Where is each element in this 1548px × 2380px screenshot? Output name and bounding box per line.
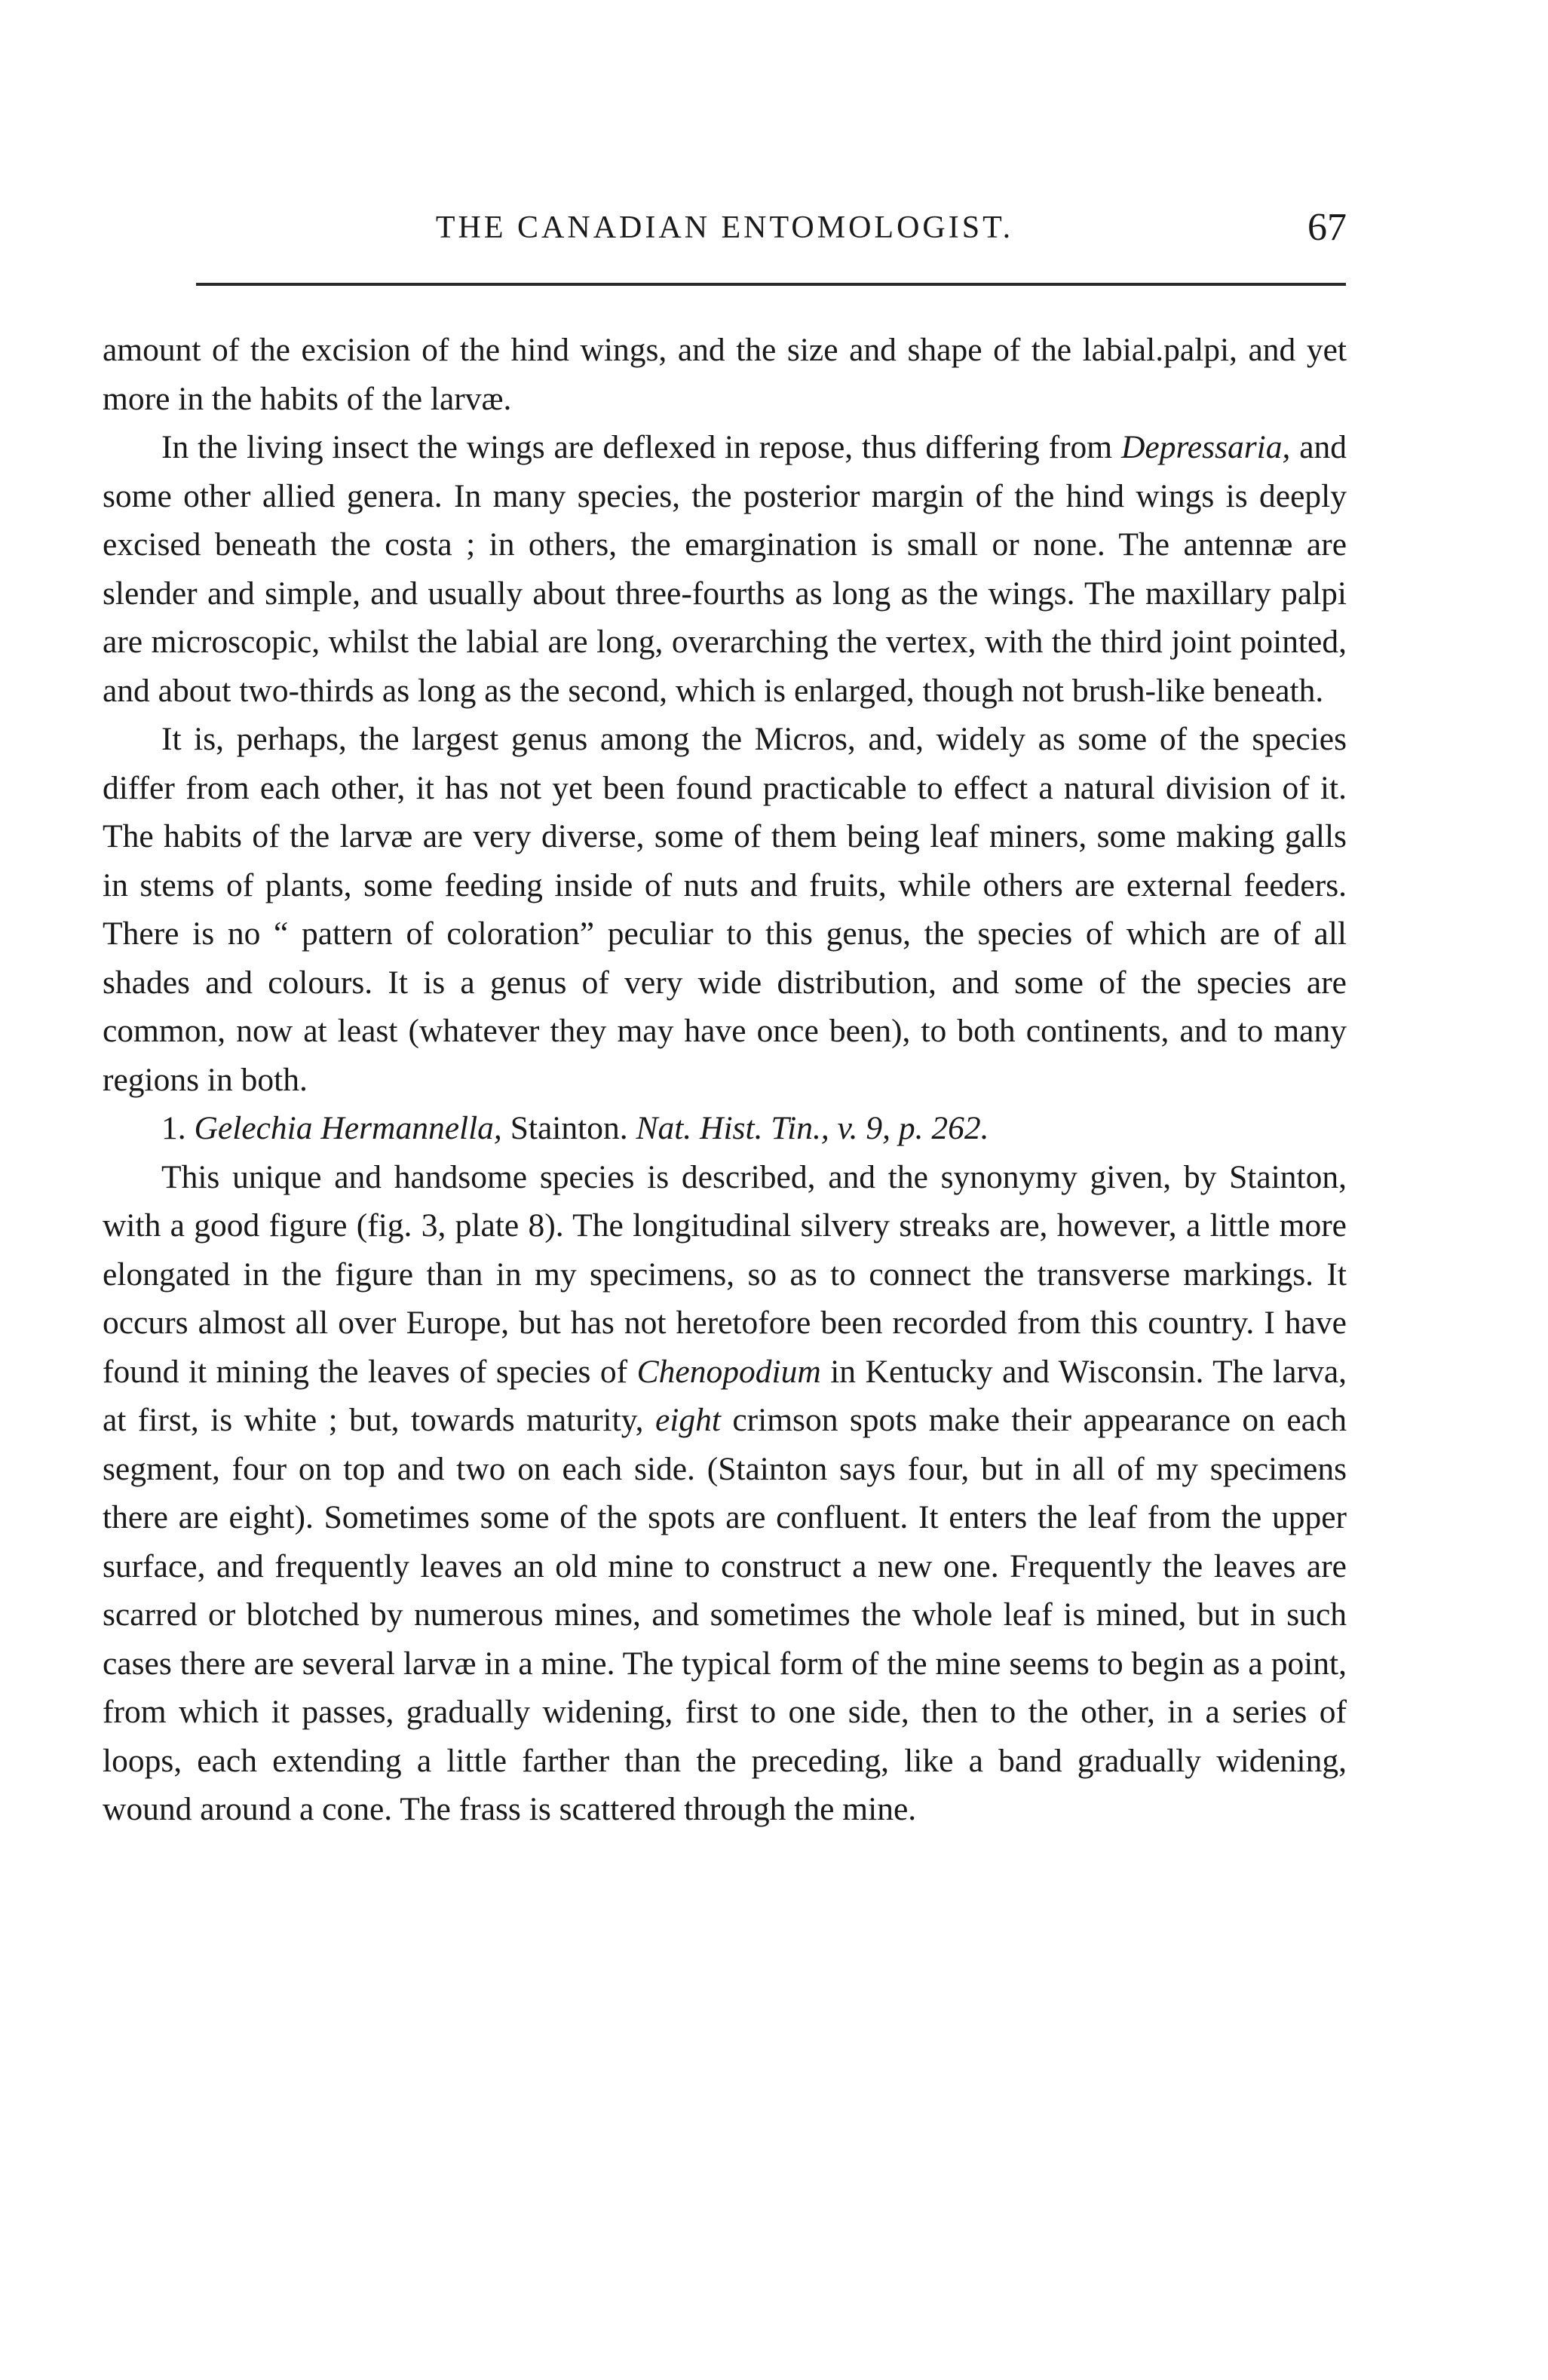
emphasis-eight: eight [654, 1402, 721, 1438]
paragraph-2-text-a: In the living insect the wings are deflexed in repose, thus differing from [161, 429, 1121, 465]
running-head [103, 205, 1347, 250]
paragraph-2-text-b: and some other allied genera. In many species, the posterior margin of the hind wings is deeply excised beneath the costa ; in others, the emargination is small or none. The antennæ are slender and simple, and usually about three-fourths as long as the wings. The maxillary palpi are microscopic, whilst the labial are long, overarching the vertex, with the third joint pointed, and about two-thirds as long as the second, which is enlarged, though not brush-like beneath. [103, 429, 1347, 709]
species-name: Gelechia Hermannella, [194, 1110, 502, 1146]
species-reference: Nat. Hist. Tin., v. 9, p. 262. [636, 1110, 989, 1146]
genus-name-chenopodium: Chenopodium [636, 1353, 821, 1390]
article-body [103, 326, 1347, 1834]
paragraph-2 [103, 423, 1347, 715]
paragraph-4-text-b: in Kentucky and Wisconsin. The larva, at first, is white ; but, towards maturity, [103, 1353, 1347, 1438]
paragraph-3: It is, perhaps, the largest genus among the Micros, and, widely as some of the species differ from each other, it has not yet been found practicable to effect a natural division of it. The habits of the larvæ are very diverse, some of them being leaf miners, some making galls in stems of plants, some feeding inside of nuts and fruits, while others are external feeders. There is no “ pattern of coloration” peculiar to this genus, the species of which are of all shades and colours. It is a genus of very wide distribution, and some of the species are common, now at least (whatever they may have once been), to both continents, and to many regions in both. [103, 721, 1347, 1098]
species-heading [103, 1104, 1347, 1153]
species-number: 1. [161, 1110, 195, 1146]
running-title: THE CANADIAN ENTOMOLOGIST. [435, 210, 1014, 245]
page-number: 67 [1307, 206, 1347, 249]
paragraph-4 [103, 1153, 1347, 1834]
paragraph-4-text-a: This unique and handsome species is described, and the synonymy given, by Stainton, with a good figure (fig. 3, plate 8). The longitudinal silvery streaks are, however, a little more elongated in the figure than in my specimens, so as to connect the transverse markings. It occurs almost all over Europe, but has not heretofore been recorded from this country. I have found it mining the leaves of species of [103, 1158, 1347, 1390]
species-author: Stainton. [501, 1110, 636, 1146]
paragraph-4-text-c: crimson spots make their appearance on each segment, four on top and two on each side. (Stainton says four, but in all of my specimens there are eight). Sometimes some of the spots are confluent. It enters the leaf from the upper surface, and frequently leaves an old mine to construct a new one. Frequently the leaves are scarred or blotched by numerous mines, and sometimes the whole leaf is mined, but in such cases there are several larvæ in a mine. The typical form of the mine seems to begin as a point, from which it passes, gradually widening, first to one side, then to the other, in a series of loops, each extending a little farther than the preceding, like a band gradually widening, wound around a cone. The frass is scattered through the mine. [103, 1402, 1347, 1827]
header-rule [196, 283, 1346, 286]
paragraph-1: amount of the excision of the hind wings, and the size and shape of the labial.palpi, and yet more in the habits of the larvæ. [103, 332, 1347, 417]
genus-name-depressaria: Depressaria, [1121, 429, 1291, 465]
